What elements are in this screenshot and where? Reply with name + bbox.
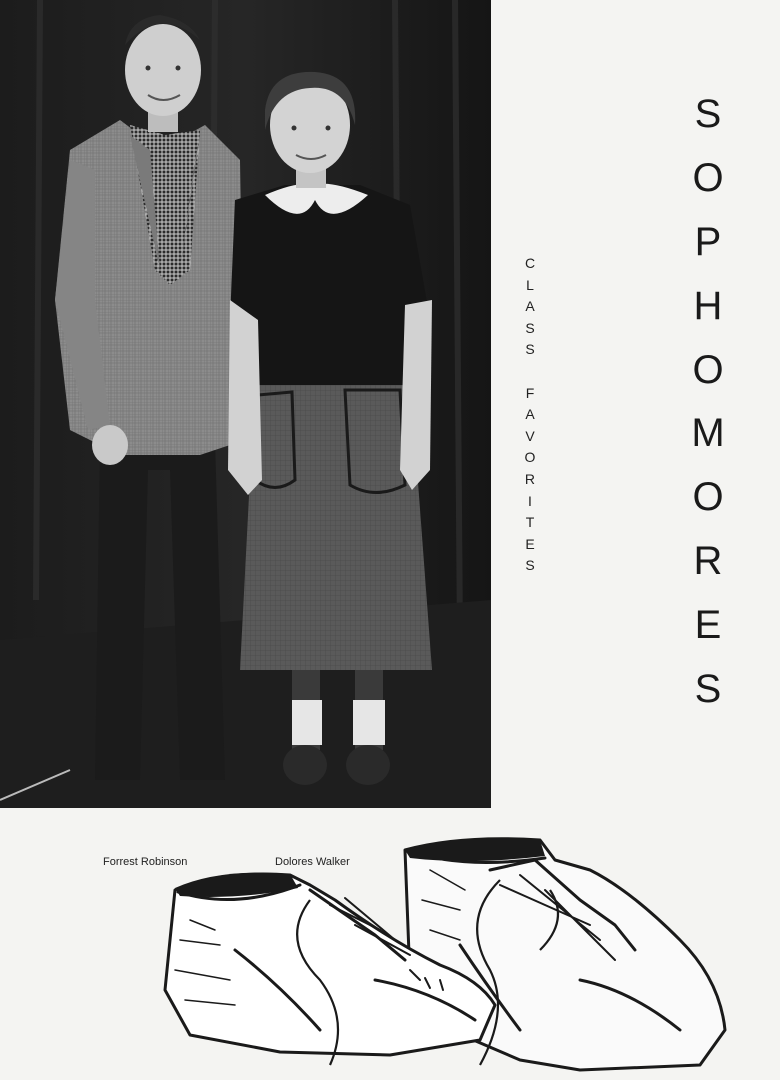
saddle-shoes-drawing [160, 830, 740, 1080]
favorites-letter: V [525, 427, 535, 444]
class-letter: C [524, 255, 536, 271]
sophomores-letter: H [693, 283, 723, 328]
caption-forrest-robinson: Forrest Robinson [103, 856, 188, 868]
favorites-letter: I [528, 492, 532, 509]
sophomores-letter: S [694, 666, 722, 711]
sophomores-heading [682, 82, 734, 721]
class-word [525, 256, 535, 364]
sophomores-letter: R [693, 539, 723, 584]
class-favorites-heading [515, 256, 545, 580]
class-favorites-photo [0, 0, 491, 808]
favorites-letter: T [525, 514, 535, 531]
sophomores-letter: P [694, 219, 722, 264]
sophomores-letter: O [692, 475, 724, 520]
favorites-letter: E [525, 535, 535, 552]
class-letter: L [526, 276, 534, 293]
favorites-letter: S [525, 557, 535, 574]
class-letter: S [525, 319, 535, 336]
sophomores-letter: M [691, 411, 725, 456]
favorites-letter: A [525, 406, 535, 423]
sophomores-letter: S [694, 91, 722, 136]
favorites-letter: F [525, 384, 535, 401]
sophomores-letter: E [694, 603, 722, 648]
photo-illustration [0, 0, 491, 808]
sophomores-letter: O [692, 347, 724, 392]
class-letter: A [525, 298, 535, 315]
favorites-word [525, 386, 536, 580]
favorites-letter: O [524, 449, 536, 466]
caption-dolores-walker: Dolores Walker [275, 856, 350, 868]
sophomores-letter: O [692, 155, 724, 200]
favorites-letter: R [524, 470, 536, 487]
class-letter: S [525, 341, 535, 358]
